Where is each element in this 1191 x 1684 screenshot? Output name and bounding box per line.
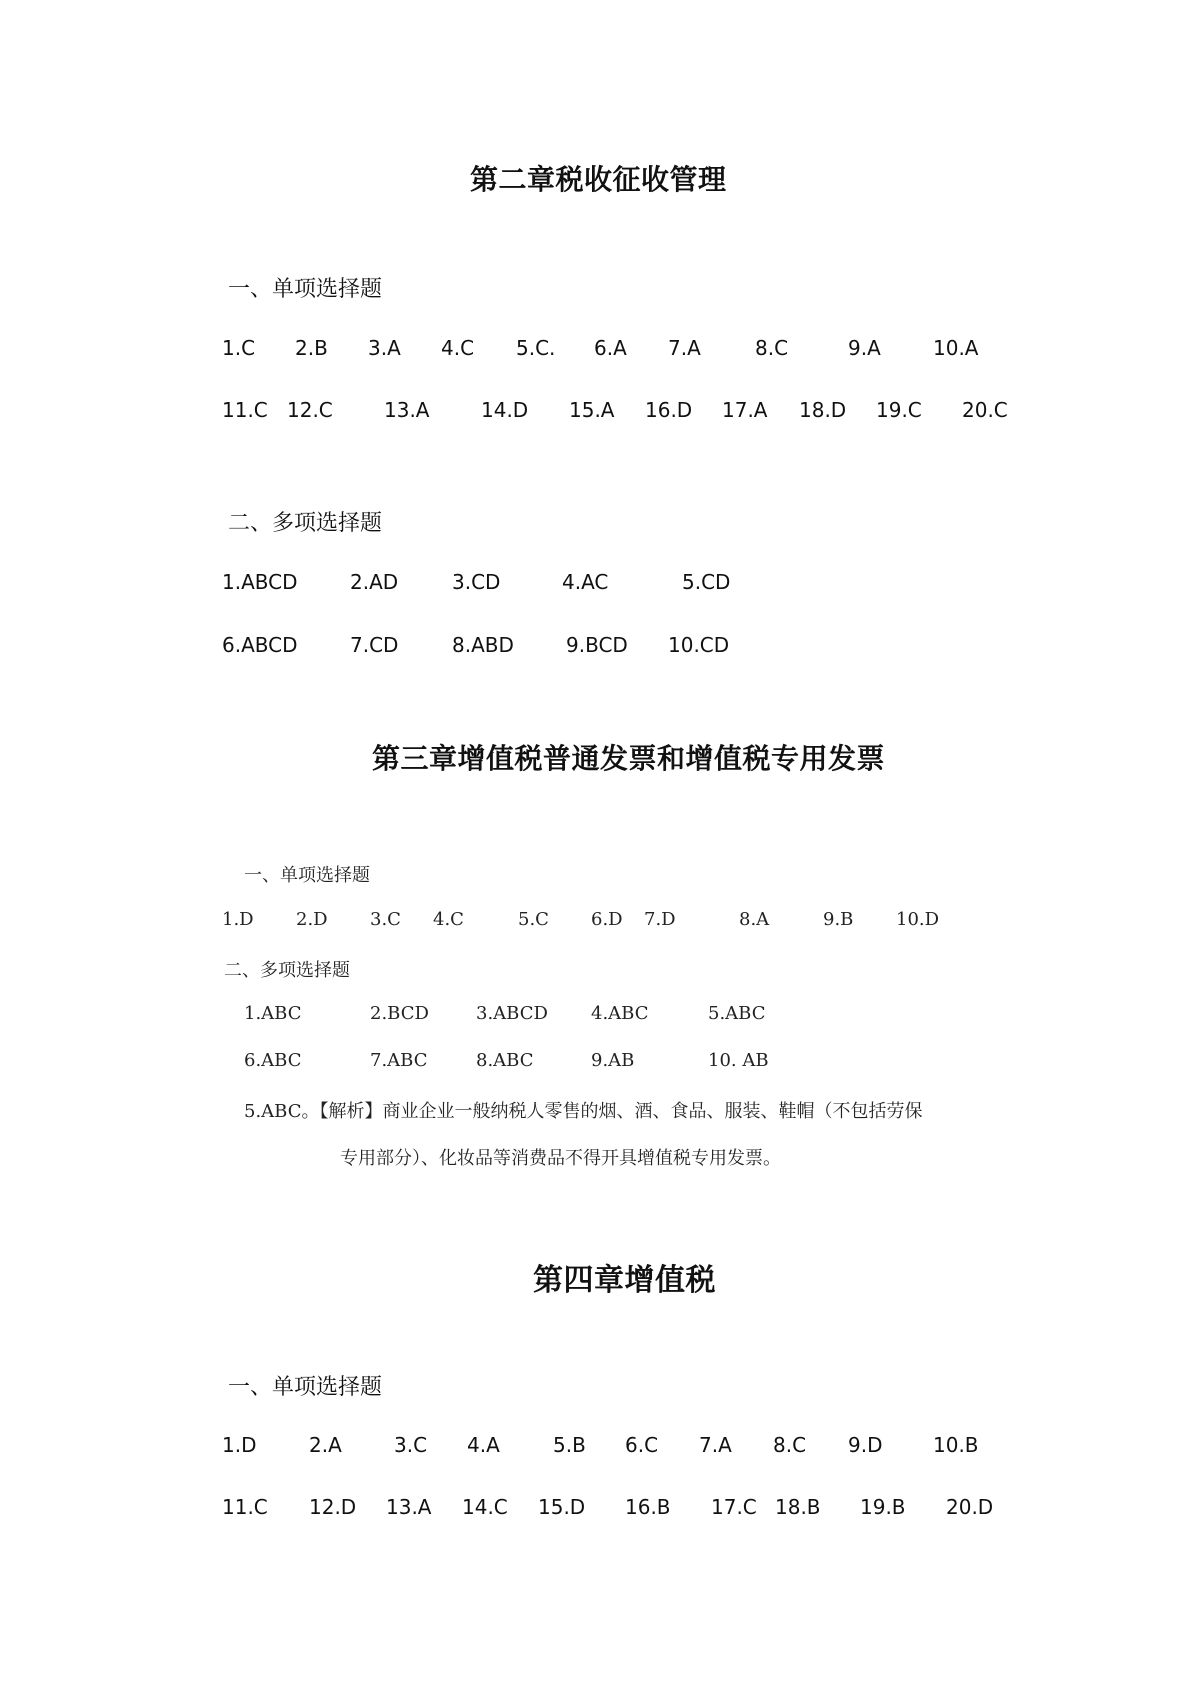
answer: 5.C. (516, 336, 556, 360)
answer: 2.A (309, 1433, 342, 1457)
answer: 11.C (222, 1495, 268, 1519)
answer: 1.ABC (244, 1003, 302, 1024)
answer: 6.A (594, 336, 627, 360)
answer: 3.CD (452, 570, 501, 594)
answer: 4.ABC (591, 1003, 649, 1024)
answer: 7.D (644, 909, 676, 930)
answer: 14.C (462, 1495, 508, 1519)
answer: 2.D (296, 909, 328, 930)
answer: 8.A (739, 909, 770, 930)
answer: 17.C (711, 1495, 757, 1519)
answer: 3.C (370, 909, 401, 930)
answer: 4.C (433, 909, 464, 930)
answer: 5.ABC (708, 1003, 766, 1024)
answer: 4.AC (562, 570, 609, 594)
answer: 16.D (645, 398, 693, 422)
answer: 9.A (848, 336, 881, 360)
answer: 3.C (394, 1433, 428, 1457)
answer: 6.C (625, 1433, 659, 1457)
answer: 7.A (668, 336, 701, 360)
answer: 20.C (962, 398, 1008, 422)
answer: 5.CD (682, 570, 731, 594)
answer: 16.B (625, 1495, 671, 1519)
answer: 10.B (933, 1433, 979, 1457)
ch3-single-choice-heading: 一、单项选择题 (244, 865, 370, 886)
answer: 6.D (591, 909, 623, 930)
answer: 1.D (222, 909, 254, 930)
answer: 6.ABC (244, 1050, 302, 1071)
answer: 6.ABCD (222, 633, 298, 657)
answer: 1.D (222, 1433, 257, 1457)
chapter-3-title: 第三章增值税普通发票和增值税专用发票 (372, 742, 886, 775)
answer: 10.A (933, 336, 979, 360)
answer: 19.C (876, 398, 922, 422)
chapter-2-title: 第二章税收征收管理 (470, 163, 727, 196)
answer: 17.A (722, 398, 768, 422)
answer: 5.B (553, 1433, 586, 1457)
answer: 7.ABC (370, 1050, 428, 1071)
ch3-explanation-line-1: 5.ABC。【解析】商业企业一般纳税人零售的烟、酒、食品、服装、鞋帽（不包括劳保 (244, 1101, 923, 1122)
answer: 1.C (222, 336, 256, 360)
answer: 3.A (368, 336, 401, 360)
answer: 9.BCD (566, 633, 628, 657)
answer: 4.C (441, 336, 475, 360)
answer: 19.B (860, 1495, 906, 1519)
answer: 3.ABCD (476, 1003, 548, 1024)
answer: 13.A (384, 398, 430, 422)
answer: 2.AD (350, 570, 399, 594)
answer: 10.D (896, 909, 940, 930)
answer: 8.C (773, 1433, 807, 1457)
ch3-explanation-line-2: 专用部分）、化妆品等消费品不得开具增值税专用发票。 (340, 1148, 781, 1169)
answer: 18.B (775, 1495, 821, 1519)
answer: 12.D (309, 1495, 357, 1519)
answer: 9.B (823, 909, 854, 930)
ch2-multiple-choice-heading: 二、多项选择题 (228, 511, 383, 536)
answer: 20.D (946, 1495, 994, 1519)
answer: 14.D (481, 398, 529, 422)
answer: 13.A (386, 1495, 432, 1519)
answer: 10. AB (708, 1050, 769, 1071)
ch3-multiple-choice-heading: 二、多项选择题 (224, 960, 350, 981)
answer: 15.A (569, 398, 615, 422)
chapter-4-title: 第四章增值税 (533, 1263, 716, 1298)
answer: 15.D (538, 1495, 586, 1519)
answer: 18.D (799, 398, 847, 422)
answer: 1.ABCD (222, 570, 298, 594)
answer: 7.A (699, 1433, 732, 1457)
answer: 4.A (467, 1433, 500, 1457)
answer: 7.CD (350, 633, 399, 657)
answer: 2.BCD (370, 1003, 429, 1024)
answer: 9.AB (591, 1050, 635, 1071)
answer: 8.ABC (476, 1050, 534, 1071)
answer: 8.ABD (452, 633, 514, 657)
answer: 12.C (287, 398, 333, 422)
ch4-single-choice-heading: 一、单项选择题 (228, 1375, 383, 1400)
answer: 11.C (222, 398, 268, 422)
ch2-single-choice-heading: 一、单项选择题 (228, 277, 383, 302)
answer: 2.B (295, 336, 328, 360)
answer: 5.C (518, 909, 549, 930)
answer: 8.C (755, 336, 789, 360)
answer: 9.D (848, 1433, 883, 1457)
answer: 10.CD (668, 633, 730, 657)
